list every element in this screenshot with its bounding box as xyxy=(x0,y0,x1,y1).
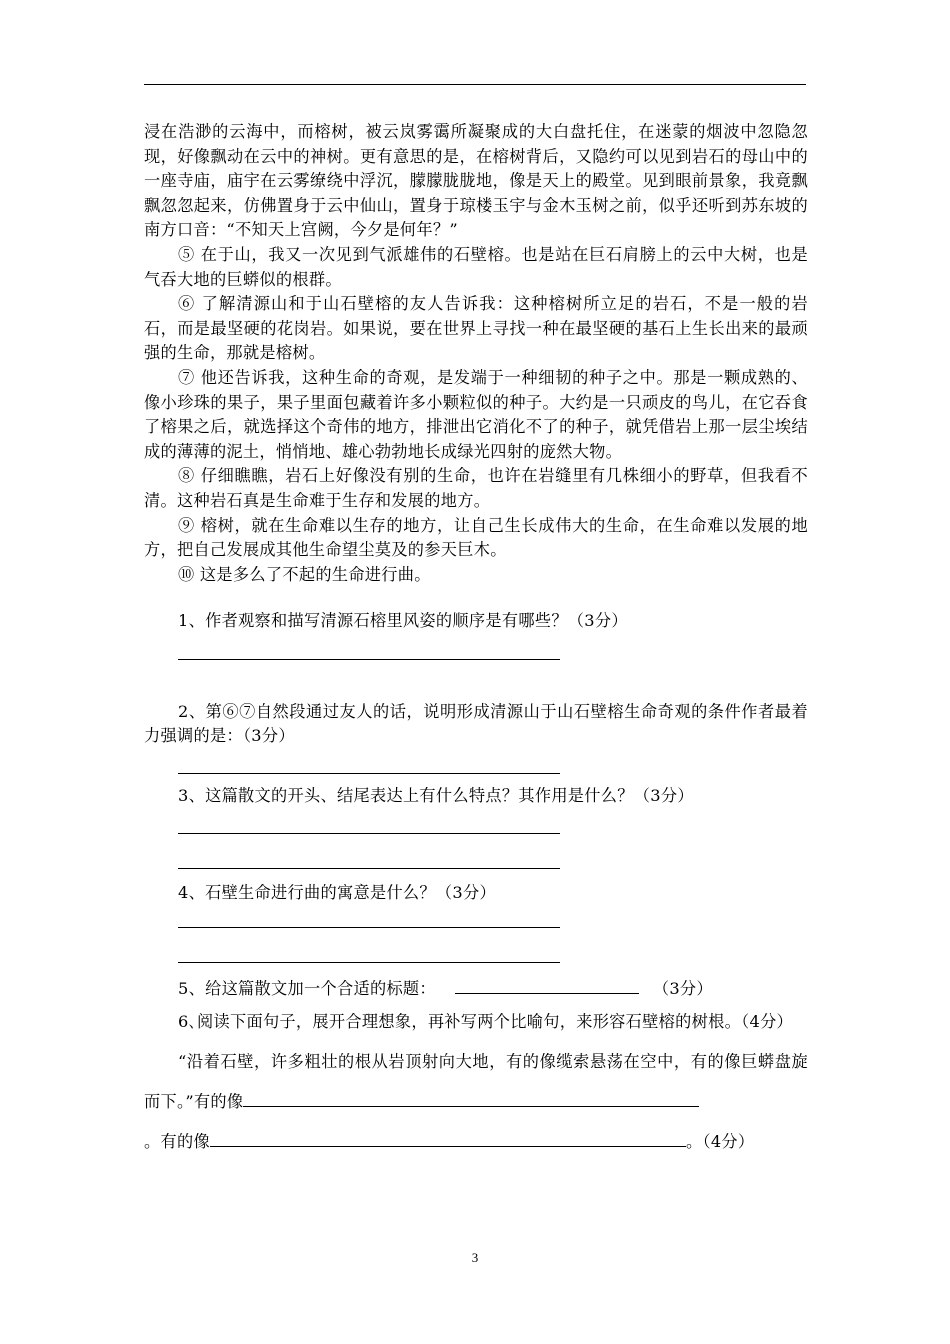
paragraph-5: ⑤ 在于山，我又一次见到气派雄伟的石壁榕。也是站在巨石肩膀上的云中大树，也是气吞大地的巨蟒似的根群。 xyxy=(144,244,808,289)
question-6: 6､阅读下面句子，展开合理想象，再补写两个比喻句，来形容石壁榕的树根。（4分） xyxy=(178,1011,794,1031)
paragraph-7: ⑦ 他还告诉我，这种生命的奇观，是发端于一种细韧的种子之中。那是一颗成熟的、像小珍珠的果子，果子里面包藏着许多小颗粒似的种子。大约是一只顽皮的鸟儿，在它吞食了榕果之后，就选择这个奇伟的地方，排泄出它消化不了的种子，就凭借岩上那一层尘埃结成的薄薄的泥土，悄悄地、雄心勃勃地长成绿光四射的庞然大物。 xyxy=(144,367,808,461)
answer-line-q1[interactable] xyxy=(178,659,560,660)
question-5 xyxy=(144,977,808,1002)
paragraph-continued: 浸在浩渺的云海中，而榕树，被云岚雾霭所凝聚成的大白盘托住，在迷蒙的烟波中忽隐忽现，好像飘动在云中的神树。更有意思的是，在榕树背后，又隐约可以见到岩石的母山中的一座寺庙，庙宇在云雾缭绕中浮沉，朦朦胧胧地，像是天上的殿堂。见到眼前景象，我竟飘飘忽忽起来，仿佛置身于云中仙山，置身于琼楼玉宇与金木玉树之前，似乎还听到苏东坡的南方口音：“不知天上宫阙，今夕是何年？” xyxy=(144,122,808,240)
question-5-points: （3分） xyxy=(652,979,713,999)
answer-line-q2[interactable] xyxy=(178,773,560,774)
header-rule xyxy=(144,84,806,85)
paragraph-10: ⑩ 这是多么了不起的生命进行曲。 xyxy=(178,564,431,584)
question-3: 3、这篇散文的开头、结尾表达上有什么特点？其作用是什么？（3分） xyxy=(178,786,694,806)
simile-answer-blank-2[interactable] xyxy=(210,1146,686,1147)
question-6-quote xyxy=(144,1042,808,1122)
paragraph-9: ⑨ 榕树，就在生命难以生存的地方，让自己生长成伟大的生命，在生命难以发展的地方，把自己发展成其他生命望尘莫及的参天巨木。 xyxy=(144,515,808,560)
question-1: 1、作者观察和描写清源石榕里风姿的顺序是有哪些？（3分） xyxy=(178,611,628,631)
paragraph-6: ⑥ 了解清源山和于山石壁榕的友人告诉我：这种榕树所立足的岩石，不是一般的岩石，而是最坚硬的花岗岩。如果说，要在世界上寻找一种在最坚硬的基石上生长出来的最顽强的生命，那就是榕树。 xyxy=(144,294,808,363)
question-6-line-2-prefix: 。有的像 xyxy=(144,1132,210,1152)
answer-line-q4-b[interactable] xyxy=(178,962,560,963)
answer-line-q3-b[interactable] xyxy=(178,868,560,869)
answer-line-q3-a[interactable] xyxy=(178,833,560,834)
question-4: 4、石壁生命进行曲的寓意是什么？（3分） xyxy=(178,882,496,902)
document-body xyxy=(144,120,808,1162)
question-6-quote-text: “沿着石壁，许多粗壮的根从岩顶射向大地，有的像缆索悬荡在空中，有的像巨蟒盘旋而下。”有的像 xyxy=(144,1052,808,1112)
simile-answer-blank-1[interactable] xyxy=(243,1106,699,1107)
question-2: 2、第⑥⑦自然段通过友人的话，说明形成清源山于山石壁榕生命奇观的条件作者最着力强调的是：（3分） xyxy=(144,701,808,746)
question-6-line-2 xyxy=(144,1122,808,1162)
question-5-text: 5、给这篇散文加一个合适的标题： xyxy=(178,979,436,999)
page-number: 3 xyxy=(471,1250,479,1265)
question-6-line-2-suffix: 。（4分） xyxy=(685,1132,755,1152)
answer-line-q4-a[interactable] xyxy=(178,927,560,928)
paragraph-8: ⑧ 仔细瞧瞧，岩石上好像没有别的生命，也许在岩缝里有几株细小的野草，但我看不清。这种岩石真是生命难于生存和发展的地方。 xyxy=(144,466,808,510)
title-answer-blank[interactable] xyxy=(455,993,639,994)
